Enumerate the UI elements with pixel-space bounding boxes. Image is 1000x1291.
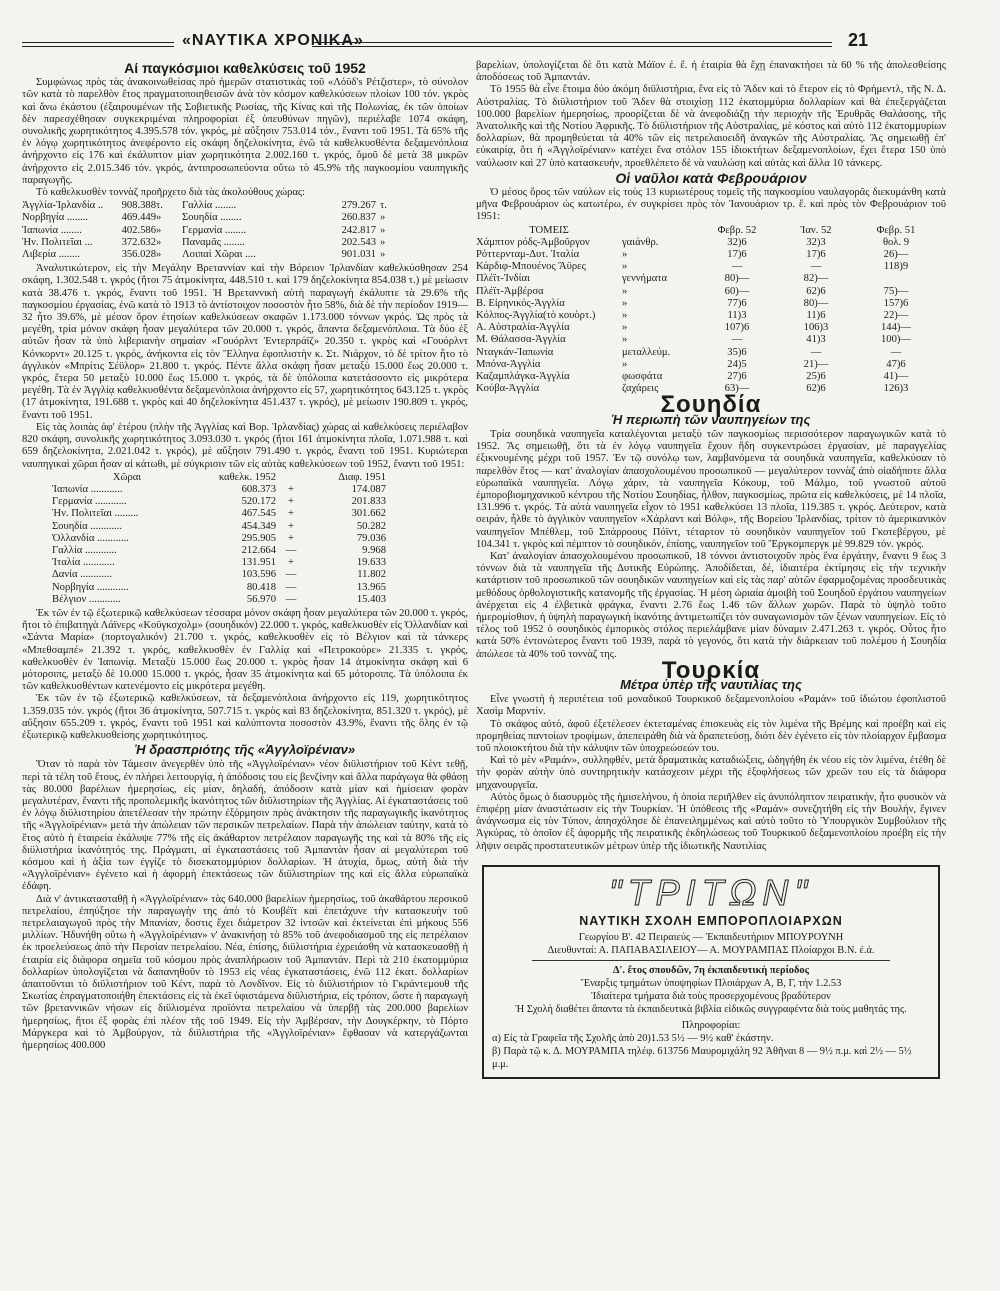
- section-heading-turkey: Τουρκία: [661, 656, 761, 684]
- paragraph: Τὸ 1955 θὰ εἶνε ἕτοιμα δύο ἀκόμη διϋλιστήρια, ἕνα εἰς τὸ Ἄδεν καὶ τὸ ἕτερον εἰς τὸ Φρήμεντλ, τῆς Ν. Δ. Αὐστραλίας. Τὸ διϋλιστήριον τοῦ Ἄδεν θὰ στοιχίσῃ 112 ἑκατομμύρια δολλαρίων καὶ θὰ ἐπεξεργάζεται 100.000 βαρελίων ἡμερησίως, προορίζεται δὲ νὰ ἀνεφοδιάζῃ τὴν περιοχὴν τῆς Ἐρυθρᾶς Θαλάσσης, τῆς Ἀνατολικῆς καὶ τῆς Νοτίου Ἀφρικῆς. Τὸ διϋλιστήριον τῆς Αὐστραλίας, μὲ κόστος καὶ αὐτὸ 112 ἑκατομμυρίων δολλαρίων, θὰ προμηθεύεται τὰ 40% τῶν εἰς πετρελαιοειδῆ ἀναγκῶν τῆς Αὐστραλίας. Ἂς σημειωθῇ ἐπ' εὐκαιρίᾳ, ὅτι ἡ «Ἀγγλοϊρένιαν» κατέχει ἕνα στόλον 155 ἰδιοκτήτων δεξαμενοπλοίων, ἔχει ἕτερα 150 ὑπὸ ναύλωσιν καὶ 27 ὑπὸ κατασκευήν, προεθλέπετο δὲ νὰ ναυλώσῃ καὶ αὐτὰς καὶ ἄλλα 10 τάνκερς.: [476, 84, 946, 169]
- article-heading-shipbuilding: Αί παγκόσμιοι καθελκύσεις τοῦ 1952: [124, 60, 366, 76]
- table-row: Ἡν. Πολιτεῖαι ... 372.632 » Παναμᾶς ........ 202.543 »: [22, 236, 386, 248]
- ad-start: Ἔναρξις τμημάτων ὑποψηφίων Πλοιάρχων Α, Β, Γ, τὴν 1.2.53: [580, 978, 842, 989]
- header-rule-left: [22, 42, 174, 47]
- table-row: Νορβηγία ............ 80.418 — 13.965: [52, 581, 386, 593]
- freight-rates-table: [476, 225, 946, 396]
- right-column: [476, 60, 946, 1079]
- ad-school-name: ΝΑΥΤΙΚΗ ΣΧΟΛΗ ΕΜΠΟΡΟΠΛΟΙΑΡΧΩΝ: [579, 913, 843, 928]
- table-header: ΤΟΜΕΙΣ Φεβρ. 52 Ἰαν. 52 Φεβρ. 51: [529, 224, 916, 236]
- paragraph: Ὅταν τὸ παρὰ τὸν Τάμεσιν ἀνεγερθὲν ὑπὸ τῆς «Ἀγγλοϊρένιαν» νέον διϋλιστήριον τοῦ Κὲντ τεθῇ, περὶ τὰ τέλη τοῦ ἔτους, ἐν πλήρει λειτουργίᾳ, ἡ ἀπόδοσις του εἰς βενζίνην καὶ ἄλλα παράγωγα θὰ φθάσῃ τὰς 80.000 βαρέλιων ἡμερησίως, εἰς μίαν, δηλαδή, ἀπόδοσιν κατὰ μίαν καὶ ἡμίσειαν φορὰν μεγαλυτέραν, ἔναντι τῆς προπολεμικῆς ἱκανότητος τῶν διϋλιστηρίων τῆς Ἀγγλίας. Αἱ ἐγκαταστάσεις τοῦ ἐν λόγῳ διϋλιστηρίου ἀπετέλεσαν τὴν πρώτην ἐξόρμησιν πρὸς ἀνάκτησιν τῆς παραγωγικῆς ἱκανότητος τῆς «Ἀγγλοϊρένιαν» μετὰ τὴν ἀπώλειαν τῶν περσικῶν πετρελαίων. Παρὰ τὴν ἀπώλειαν ταύτην, κατὰ τὸ ἔτος αὐτὸ ἡ ἑταιρεία ἐκάλυψε 77% τῆς εἰς ἀκάθαρτον πετρέλαιον παραγωγῆς της καὶ τὰ 80% τῆς εἰς διϋλιστήρια ἱκανότητός της. Πράγματι, αἱ ἐγκαταστάσεις τοῦ Ἀμπαντὰν ἦσαν αἱ μεγαλύτεραι τοῦ κόσμου καὶ ἡ ἀξία των ἐγγίζε τὸ δισεκατομμύριον δολλαρίων. Ἡ ἀτυχία, ὅμως, αὐτὴ διὰ τὴν «Ἀγγλοϊρένιαν» ἐγένετο καὶ ἡ ἀφορμὴ ἐπεκτάσεως τῶν διϋλιστηρίων της καὶ εἰς ἄλλα εὐρωπαϊκὰ ἐδάφη.: [22, 759, 468, 893]
- table-row: Ἰαπωνία ............ 608.373 + 174.087: [52, 483, 386, 495]
- ad-info-line: β) Παρὰ τῷ κ. Δ. ΜΟΥΡΑΜΠΑ τηλέφ. 613756 Μαυρομιχάλη 92 Ἀθῆναι 8 — 9½ π.μ. καὶ 2½ — 5½ μ.μ.: [492, 1046, 912, 1071]
- ad-period: Δ'. ἔτος σπουδῶν, 7η ἐκπαιδευτικὴ περίοδος: [613, 965, 809, 976]
- paragraph: Τὸ σκάφος αὐτό, ἀφοῦ ἐξετέλεσεν ἐκτεταμένας ἐπισκευὰς εἰς τὸν λιμένα τῆς Βρέμης καὶ προέβη καὶ εἰς προμηθείας παντοίων τροφίμων, ἀπεπειράθη διὰ νὰ δραπετεύσῃ, διότι δὲν ἐγένετο εἰς τὸν πλοίαρχον ἔμβασμα τοῦ πλοιοκτήτου διὰ τὴν κάλυψιν τῶν ὑποχρεώσεών του.: [476, 718, 946, 754]
- table-row: Πλέϊτ-Ἀμβέρσα » 60)— 62)6 75)—: [476, 285, 909, 297]
- paragraph: Ἐκ τῶν ἐν τῷ ἐξωτερικῷ καθελκύσεων, τὰ δεξαμενόπλοια ἀνήρχοντο εἰς 119, χωρητικότητος 1.359.035 τόν. γκρός (ἤτοι 36 ἀτμοκίνητα, 507.715 τ. γκρὸς καὶ 83 δηζελοκίνητα, 851.320 τ. γκρός), μὲ αὔξησιν 655.209 τ. γκρός, ἔναντι τοῦ 1951 καὶ καλύπτοντα ποσοστὸν 43.9%, ἔναντι τῆς ὅλης ἐν τῷ ἐξωτερικῷ καθελκυσθείσης χωρητικότητος.: [22, 693, 468, 741]
- table-row: Καζαμπλάγκα-Ἀγγλία φωσφάτα 27)6 25)6 41)—: [476, 371, 909, 383]
- table-row: Ἡν. Πολιτεῖαι ......... 467.545 + 301.662: [52, 508, 386, 520]
- paragraph: Διὰ ν' ἀντικατασταθῇ ἡ «Ἀγγλοϊρένιαν» τὰς 640.000 βαρελίων ἡμερησίως, τοῦ ἀκαθάρτου περσικοῦ πετρελαίου, ἐπηύξησε τὴν παραγωγὴν της ἀπὸ τὸ Κουβέϊτ καὶ ἐπετάχυνε τὴν κατασκευὴν τοῦ πετρελαιαγωγοῦ πρὸς τὴν Μπανίαν, δοστις ἔχει διάμετρον 32 ἰντσῶν καὶ ἐκτείνεται ἐπὶ μήκους 556 μιλλίων. Ἡδυνήθη οὕτω ἡ «Ἀγγλοϊρένιαν» ν' ἀνακινήσῃ τὸ 85% τοῦ ἀνεφοδιασμοῦ της εἰς πετρέλαιον ἐκ προελεύσεως ἀπὸ τὴν Περσίαν πετρελαίου. Νέα, ἐπίσης, διϋλιστήρια ἐχρειάσθη νὰ κατασκευασθῇ ἡ ἑταιρία εἰς διάφορα σημεῖα τοῦ κόσμου πρὸς ἀναπλήρωσιν τοῦ Ἀμπαντάν. Περὶ τὰ 210 ἑκατομμύρια δολλαρίων ὑπολογίζεται νὰ δαπανηθοῦν τὸ 1953 εἰς νέας ἐγκαταστάσεις, ἐνῶ 112 ἑκατ. δολλαρίων ἀπαιτοῦνται τὸ διϋλιστήριον τοῦ Κέντ, παρὰ τὸ Λονδῖνον. Εἰς τὸ διϋλιστήριον τὸ Γκράντεμουθ τῆς Σκωτίας ἐπραγματοποιήθη ἐπεκτάσεις εἰς τὰ ἐκεῖ ὑφιστάμενα διϋλιστήρια, εἰς τρόπον, ὥστε ἡ παραγωγὴ τῶν βρεταννικῶν νήσων εἰς διϋλισμένα προϊόντα πετρελαίου νὰ ὑπερβῇ τὰς 200.000 βαρελίων ἡμερησίως, ἤτοι ἐξ φορὰς ἐπὶ πλέον τῆς τοῦ 1949. Εἰς τὴν Ἀμβέρσαν, τὴν Δουγκέρκην, τὸ Πόρτο Μάργκερα καὶ τὸ Ἀμβούργον, τὰ διϋλιστήρια τῆς «Ἀγγλοϊρένιαν» ἔφθασαν νὰ κατεργάζωνται ἡμερησίως 400.000: [22, 893, 468, 1052]
- paragraph: Συμφώνως πρὸς τὰς ἀνακοινωθείσας πρὸ ἡμερῶν στατιστικὰς τοῦ «Λόϋδ's Ρέτζιστερ», τὸ σύνολον τῶν κατὰ τὸ παρελθὸν ἔτος πραγματοποιηθεισῶν ἀνὰ τὸν κόσμον καθελκύσεων πλοίων 100 τόν. γκρὸς καὶ ἄνω ἑκάστου (ἐξαιρουμένων τῆς Σοβιετικῆς Ρωσίας, τῆς Κίνας καὶ τῆς Πολωνίας, ἐκ τῶν ὁποίων δὲν παρεσχέθησαν συγκεκριμέναι πληροφορίαι ἐξ ὑπευθύνων πηγῶν), περιέλαβε 1074 σκάφη, συνολικῆς χωρητικότητος 4.395.578 τόν. γκρός, μὲ αὔξησιν 753.014 τόν., ἔναντι τοῦ 1951. Τὰ 65% τῆς ἐν λόγῳ χωρητικότητος ἀνεφέροντο εἰς σκάφη δηζελοκίνητα, ἐνῶ τὰ καθελκυσθέντα δεξαμενόπλοια ἀνήρχοντο εἰς 176 καὶ ἐκάλυπτον μίαν χωρητικότητα 2.002.160 τ. γκρός, ὅμοῦ δὲ μετὰ 38 μικρῶν ἀνήρχοντο εἰς 2.015.346 τόν. γκρός, ἀντιπροσωπεύοντα οὕτω τὸ 45.9% τῆς παγκοσμίου ναυπηγικῆς παραγωγῆς.: [22, 77, 468, 186]
- table-row: Ἰαπωνία ........ 402.586 » Γερμανία ........ 242.817 »: [22, 224, 386, 236]
- header-rule-right: [312, 42, 832, 47]
- table-row: Κούβα-Ἀγγλία ζαχάρεις 63)— 62)6 126)3: [476, 383, 909, 395]
- table-row: Μπόνα-Ἀγγλία » 24)5 21)— 47)6: [476, 358, 906, 370]
- table-row: Γαλλία ............ 212.664 — 9.968: [52, 544, 386, 556]
- advertisement-triton: [482, 865, 940, 1079]
- paragraph: Εἶνε γνωστὴ ἡ περιπέτεια τοῦ μοναδικοῦ Τουρκικοῦ δεξαμενοπλοίου «Ραμάν» τοῦ ἰδιώτου ἐφοπλιστοῦ Χασὶμ Μαρντίν.: [476, 694, 946, 718]
- ad-directors: Διευθυνταί: Α. ΠΑΠΑΒΑΣΙΛΕΙΟΥ— Α. ΜΟΥΡΑΜΠΑΣ Πλοίαρχοι Β.Ν. ἐ.ἀ.: [547, 945, 875, 956]
- publication-title: «ΝΑΥΤΙΚΑ ΧΡΟΝΙΚΑ»: [182, 32, 364, 49]
- table-header: Χῶραι καθελκ. 1952 Διαφ. 1951: [112, 471, 386, 483]
- paragraph: Τὸ καθελκυσθὲν τοννὰζ προῆρχετο διὰ τὰς ἀκολούθους χώρας:: [36, 187, 306, 199]
- ad-address: Γεωργίου Β'. 42 Πειραιεύς — Ἐκπαιδευτήριον ΜΠΟΥΡΟΥΝΗ: [578, 932, 844, 943]
- paragraph: Καὶ τὸ μὲν «Ραμάν», συλληφθέν, μετὰ δραματικὰς καταδιώξεις, ὡδηγήθη ἐκ νέου εἰς τὸν λιμένα, ἐτέθη δὲ τὴν φορὰν αὐτὴν ὑπὸ συντηρητικὴν κατάσχεσιν μέχρι τῆς ἐξοφλήσεως τῶν χρεῶν του εἰς τὰ διάφορα μηχανουργεῖα.: [476, 755, 946, 791]
- table-row: Λιβερία ........ 356.028 » Λοιπαὶ Χῶραι .... 901.031 »: [22, 249, 386, 261]
- countries-comparison-table: [52, 472, 468, 606]
- section-heading-sweden: Σουηδία: [660, 391, 762, 419]
- ad-info-label: Πληροφορίαι:: [681, 1020, 741, 1031]
- article-heading-freights: Οἱ ναῦλοι κατὰ Φεβρουάριον: [615, 169, 807, 186]
- table-row: Δανία ............ 103.596 — 11.802: [52, 569, 386, 581]
- table-row: Ρόττερνταμ-Δυτ. Ἰταλία » 17)6 17)6 26)—: [476, 249, 909, 261]
- table-row: Ἰταλία ............ 131.951 + 19.633: [52, 557, 386, 569]
- table-row: Χάμπτον ρόδς-Ἀμβοῦργον γαιάνθρ. 32)6 32)3 θολ. 9: [476, 236, 910, 248]
- table-row: Νορβηγία ........ 469.449 » Σουηδία ........ 260.837 »: [22, 212, 386, 224]
- page-header: [22, 32, 968, 54]
- article-subheading-measures: Μέτρα ὑπὲρ τῆς ναυτιλίας της: [620, 676, 802, 692]
- article-subheading-shipyards: Ἡ περιωπὴ τῶν ναυπηγείων της: [611, 411, 811, 427]
- table-row: Κάρδιφ-Μπουένος Ἄϋρες » — — 118)9: [476, 261, 909, 273]
- paragraph: Ἀναλυτικώτερον, εἰς τὴν Μεγάλην Βρεταννίαν καὶ τὴν Βόρειον Ἰρλανδίαν καθελκύσθησαν 254 σκάφη, 1.302.548 τ. γκρός (ἤτοι 75 ἀτμοκίνητα, 448.510 τ. καὶ 179 δηζελοκίνητα 854.038 τ.) μὲ μείωσιν κατὰ 38.476 τ. γκρός, ἔναντι τοῦ 1951. Ἡ Βρεταννικὴ αὐτὴ παραγωγὴ ἐκάλυπτε τὰ 29.6% τῆς παγκοσμίου ἐργασίας, ἐνῶ κατὰ τὸ 1913 τὸ ἀντίστοιχον ποσοστὸν ἦτο 58%, διὰ δὲ τὴν περίοδον 1919—32 ἦτο 39.6%, μὲ μέσον ὅρον ἐτησίων καθελκύσεων σκαφῶν 1.173.000 τόννων γκρός. Ὡς πρὸς τὰ μεγέθη, τρία μόνον σκάφη ἦσαν μεγαλύτερα τῶν 20.000 τ. γκρός, ἅπαντα δεξαμενόπλοια. Τὰ δύο ἐξ αὐτῶν ἦσαν τὰ ὑπὸ λιβεριανὴν σημαίαν «Γουόρλντ Ἐντερπράϊζ» 20.350 τ. γκρὸς καὶ «Γουόρλντ Κόνκορντ» 20.125 τ. γκρός, ἀνήκοντα εἰς τὸν Ἕλληνα ἐφοπλιστὴν κ. Στ. Νιάρχον, τὸ δὲ τρίτον ἦτο τὸ ἀγγλικὸν «Μπρίτις Σέϋλορ» 21.800 τ. γκρός. Πέντε ἄλλα σκάφη ἦσαν μεταξὺ 15.000 ἕως 20.000 τ. γκρός, ἕτερα 50 μεταξὺ 10.000 ἕως 15.000 τ. γκρός, τὰ δὲ ὑπόλοιπα κατετάσσοντο εἰς μικρότερα μεγέθη. Τὰ ἐν Ἀγγλίᾳ καθελκυσθέντα δεξαμενόπλοια ἀνήρχοντο εἰς 57, χωρητικότητος 643.125 τ. γκρὸς (17 ἀτμοκίνητα, 191.688 τ. γκρὸς καὶ 40 δηζελοκίνητα 451.437 τ. γκρός), μὲ μείωσιν 190.809 τ. γκρός, ἔναντι τοῦ 1951.: [22, 263, 468, 421]
- ad-brand-logo: "ΤΡΙΤΩΝ": [608, 871, 814, 913]
- ad-divider: [532, 960, 890, 961]
- ad-info-line: α) Εἰς τὰ Γραφεῖα τῆς Σχολῆς ἀπὸ 20)1.53 5½ — 9½ καθ' ἑκάστην.: [492, 1033, 774, 1045]
- table-row: Κόλπος-Ἀγγλία(τὸ κουὸρτ.) » 11)3 11)6 22)—: [476, 310, 909, 322]
- country-tonnage-table: [22, 200, 468, 261]
- paragraph: βαρελίων, ὑπολογίζεται δὲ ὅτι κατὰ Μάϊον ἐ. ἔ. ἡ ἑταιρία θὰ ἔχῃ ἐπανακτήσει τὰ 60 % τῆς ἀπολεσθείσης ἀποδόσεως τοῦ Ἀμπαντάν.: [476, 60, 946, 84]
- table-row: Ἀγγλία-Ἰρλανδία .. 908.388 τ. Γαλλία ........ 279.267 τ.: [22, 200, 387, 212]
- table-row: Πλέϊτ-Ἰνδίαι γεννήματα 80)— 82)—: [476, 273, 829, 285]
- page-number: 21: [848, 30, 869, 50]
- table-row: Α. Αὐστραλία-Ἀγγλία » 107)6 106)3 144)—: [476, 322, 911, 334]
- table-row: Βέλγιον ............ 56.970 — 15.403: [52, 593, 386, 605]
- table-row: Β. Εἰρηνικός-Ἀγγλία » 77)6 80)— 157)6: [476, 297, 909, 309]
- paragraph: Εἰς τὰς λοιπὰς ἀφ' ἑτέρου (πλὴν τῆς Ἀγγλίας καὶ Βορ. Ἰρλανδίας) χώρας αἱ καθελκύσεις περιέλαβον 820 σκάφη, συνολικῆς χωρητικότητος 3.093.030 τ. γκρός (ἤτοι 161 ἀτμοκίνητα πλοῖα, 1.071.988 τ. καὶ 659 δηζελοκίνητα, 2.021.042 τ. γκρός), μὲ αὔξησιν 791.490 τ. γκρός, ἔναντι τοῦ 1951. Κυριώτεραι ναυπηγικαὶ χῶραι ἦσαν αἱ κάτωθι, μὲ σύγκρισιν τῶν εἰς αὐτὰς καθελκύσεων τοῦ 1952, ἔναντι τοῦ 1951:: [22, 421, 468, 470]
- table-row: Ὁλλανδία ............ 295.905 + 79.036: [52, 532, 386, 544]
- paragraph: Κατ' ἀναλογίαν ἀπασχολουμένου προσωπικοῦ, 18 τόννοι ἀντιστοιχοῦν πρὸς ἕνα ἐργάτην, ἔναντι 9 ἕως 3 τόννων διὰ τὰ ναυπηγεῖα τῆς Δυτικῆς Εὐρώπης. Ἀποδίδεται, δέ, ἰδιαιτέρα ἐκτίμησις εἰς τὴν τεχνικὴν κατάρτισιν τοῦ προσωπικοῦ τῶν σουηδικῶν ναυπηγείων καὶ εἰς τὰς παρ' αὐτῶν ἐφαρμοζομένας προσδευτικὰς μεθόδους ὀρθολογιστικῆς κατανομῆς τῆς ἐργασίας. Ἡ μέση ὡριαία ἀμοιβὴ τοῦ Σουηδοῦ ἐργάτου ναυπηγείων ἀνέρχεται εἰς 4 ἐλβετικὰ φράγκα, ἔναντι 2.76 ἕως 1.46 τῶν ἄλλων χωρῶν. Παρὰ τὸ ὑψηλὸ τοῦτο ἡμερομίσθιον, ἡ ὑψηλὴ παραγωγικὴ ἱκανότης ἀντιμετωπίζει τὸν συναγωνισμὸν τῶν ξένων ναυπηγείων. Εἰς τὸ τέλος τοῦ 1952 ὁ σουηδικὸς ἐμπορικὸς στόλος περιελάμβανε μίαν δύναμιν 2.471.263 τ. γκρός. Οὗτος ἦτο κατὰ 50% ἐντονώτερος ἔναντι τοῦ 1939, παρὰ τὸ γεγονός, ὅτι κατὰ τὴν διάρκειαν τοῦ πολέμου ἡ Σουηδία ἀπώλεσε τὰ 40% τοῦ τοννὰζ της.: [476, 550, 946, 660]
- paragraph: Ἐκ τῶν ἐν τῷ ἐξωτερικῷ καθελκύσεων τέσσαρα μόνον σκάφη ἦσαν μεγαλύτερα τῶν 20.000 τ. γκρός, ἤτοι τὸ ἐπιβατηγὰ Λάϊνερς «Κοϋγκσχολμ» (σουηδικόν) 22.000 τ. γκρός, καθελκυσθὲν εἰς Ὁλλανδίαν καὶ «Σάντα Μαρία» (πορτογαλικόν) 21.700 τ. γκρός, καθελκυσθὲν εἰς τὸ Βέλγιον καὶ τὰ τάνκερς «Μπεθσαμπέ» 21.392 τ. γκρός, καθελκυσθὲν ἐν Γαλλίᾳ καὶ «Πετροκούρε» 21.335 τ. γκρός, καθελκυσθὲν ἐν Ἰαπωνίᾳ. Μεταξὺ 15.000 ἕως 20.000 τ. γκρὸς ἦσαν 14 ἀτμοκίνητα σκάφη καὶ 6 μότορσιπς, μεταξὺ δὲ 10.000 15.000 τ. γκρός, ἦσαν 35 ἀτμοκίνητα καὶ 65 μότορσιπς. Τὰ ὑπόλοιπα ἐκ τῶν καθελκυσθέντων κατενέμοντο εἰς μικρότερα μεγέθη.: [22, 607, 468, 693]
- paragraph: Τρία σουηδικὰ ναυπηγεῖα καταλέγονται μεταξὺ τῶν παγκοσμίως περισσότερον παραγωγικῶν κατὰ τὸ 1952. Ἂς σημειωθῇ, ὅτι τὰ ἐν λόγῳ ναυπηγεῖα ἔχουν ἤδη συγκεντρώσει ἐργασίαν, μὲ παραγγελίας ἐξικνουμένης μέχρι τοῦ 1957. Ἐν τῷ συνόλῳ των, λαμβανόμενα τὰ σουηδικὰ ναυπηγεῖα, καθελκύσαν τὸ παρελθὸν ἔτος — κατ' ἀναλογίαν ἀπασχολουμένου προσωπικοῦ — μεγαλύτερον τοννὰζ ἀπὸ οἱαδήποτε ἄλλα εὐρωπαϊκὰ ναυπηγεῖα. Λόγῳ χάριν, τὰ ναυπηγεῖα Κόκουμ, τοῦ Μάλμο, τοῦ γνωστοῦ αὐτοῦ ἐμποροβιομηχανικοῦ κέντρου τῆς Νοτίου Σουηδίας, ἦλθον, παγκοσμίως, πρῶτα εἰς καθελκύσεις, μὲ 14 πλοῖα, 131.996 τ. γκρός. Τὰ αὐτὰ ναυπηγεῖα εἶχον τὸ 1951 καθελκύσει 13 πλοῖα, 119.385 τ. γκρός. Δεύτερον, κατὰ σειράν, ἦλθε τὸ ἀγγλικὸν ναυπηγεῖον «Χάρλαντ καὶ Βόλφ», τῆς Βορείου Ἰρλανδίας, τρίτον τὸ ἀμερικανικὸν ναυπηγεῖον Μπέθλεμ, τοῦ Σπάρροους Πόϊντ, τέταρτον τὸ σουηδικὸν ναυπηγεῖον τοῦ Γκοτεβέργου, μὲ 104.341 τ. γκρὸς καὶ πέμπτον τὸ σουηδικόν, ἐπίσης, ναυπηγεῖον τοῦ Ἔργκσμπεργκ μὲ 99.829 τόν. γκρός.: [476, 428, 946, 550]
- table-row: Γερμανία ............ 520.172 + 201.833: [52, 496, 386, 508]
- table-row: Σουηδία ............ 454.349 + 50.282: [52, 520, 386, 532]
- left-column: [22, 60, 468, 1052]
- paragraph: Ὁ μέσος ὅρος τῶν ναύλων εἰς τοὺς 13 κυριωτέρους τομεῖς τῆς παγκοσμίου ναυλαγορᾶς διεκυμάνθη κατὰ μῆνα Φεβρουάριον ὡς κατωτέρω, ἐν συγκρίσει πρὸς τὸν Ἰανουάριον τρ. ἔ. καὶ πρὸς τὸν Φεβρουάριον τοῦ 1951:: [476, 187, 946, 223]
- article-heading-angloiranian: Ἡ δρασπριότης τῆς «Ἀγγλοϊρένιαν»: [134, 742, 356, 758]
- ad-books: Ἡ Σχολὴ διαθέτει ἅπαντα τὰ ἐκπαιδευτικὰ βιβλία εἰδικῶς συγγραφέντα διὰ τοὺς μαθητάς της.: [515, 1004, 907, 1015]
- table-row: Νταγκάν-Ἰαπωνία μεταλλεύμ. 35)6 — —: [476, 346, 902, 358]
- paragraph: Αὐτὸς ὅμως ὁ διασυρμὸς τῆς ἡμισελήνου, ἡ ὁποία περιῆλθεν εἰς ἀνυπόληπτον πειρατικήν, ἦτο φυσικὸν νὰ ἐπιφέρῃ μίαν ἀναστάτωσιν εἰς τὴν Τουρκίαν. Ἡ ὑπόθεσις τῆς «Ραμάν» συνεζητήθη εἰς τὴν Βουλήν, ἔγινεν ἀνάγνωσμα εἰς τὸν Τύπον, ἀπησχόλησε δὲ ἐπανειλημμένως καὶ αὐτὸ τοῦτο τὸ Ὑπουργικὸν Συμβούλιον τῆς Ἀγκύρας, τὸ ὁποῖον ἐξ ἀφορμῆς τῆς πειρατικῆς ἐκδηλώσεως τοῦ Τουρκικοῦ δεξαμενοπλοίου προέβη εἰς τὴν λῆψιν σειρᾶς προστατευτικῶν μέτρων ὑπὲρ τῆς ἰδιωτικῆς Ναυτιλίας: [476, 791, 946, 852]
- table-row: Μ. Θάλασσα-Ἀγγλία » — 41)3 100)—: [476, 334, 911, 346]
- ad-special-classes: Ἰδιαίτερα τμήματα διὰ τοὺς προσερχομένους βραδύτερον: [591, 991, 831, 1002]
